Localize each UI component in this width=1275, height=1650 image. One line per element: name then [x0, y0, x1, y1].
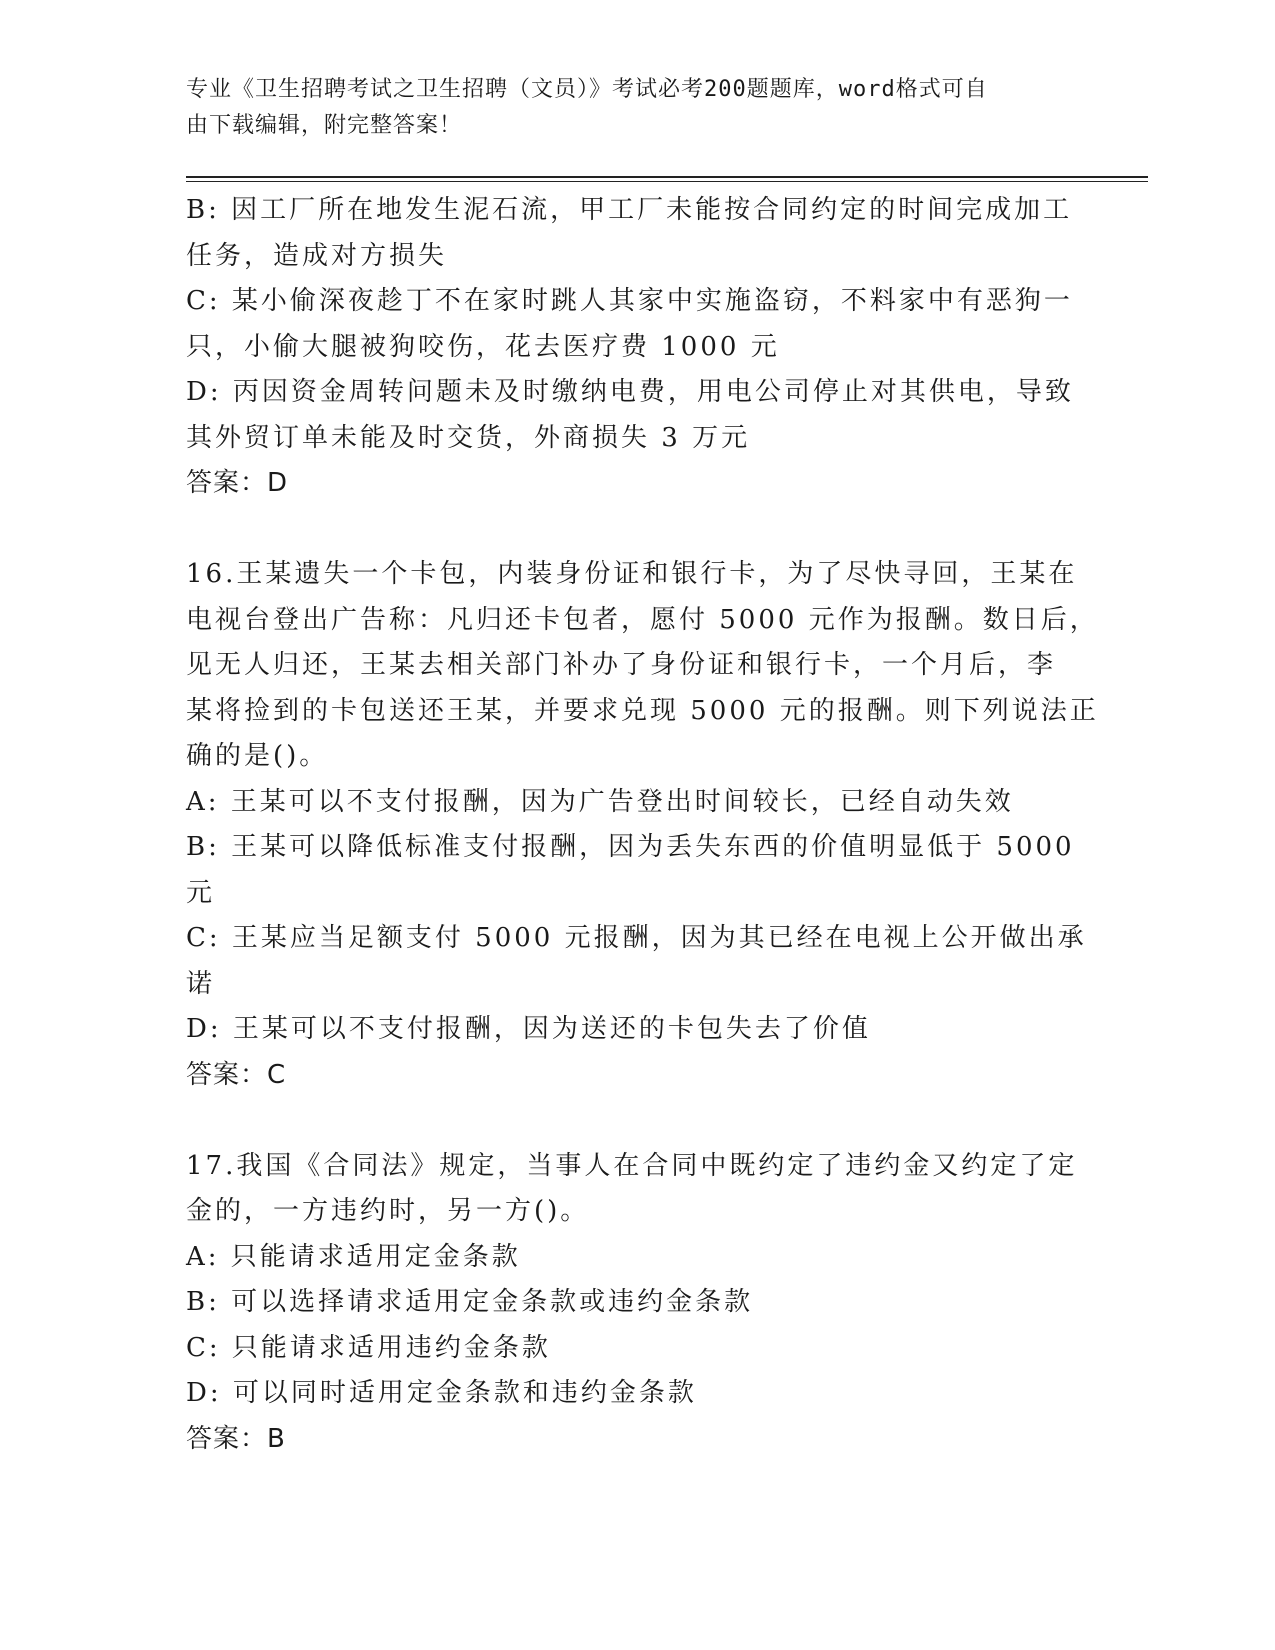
q16-option-c-line-1: C: 王某应当足额支付 5000 元报酬，因为其已经在电视上公开做出承	[186, 923, 1087, 953]
q16-option-d: D: 王某可以不支付报酬，因为送还的卡包失去了价值	[186, 1014, 871, 1044]
header-line-1: 专业《卫生招聘考试之卫生招聘（文员）》考试必考200题题库，word格式可自	[186, 77, 988, 102]
document-header	[186, 72, 1086, 144]
q17-option-b: B: 可以选择请求适用定金条款或违约金条款	[186, 1287, 754, 1317]
header-rule-thin	[186, 181, 1148, 182]
q16-stem-line-3: 见无人归还，王某去相关部门补办了身份证和银行卡，一个月后，李	[186, 650, 1057, 680]
question-17-block	[186, 1144, 1078, 1463]
q16-stem-line-4: 某将捡到的卡包送还王某，并要求兑现 5000 元的报酬。则下列说法正	[186, 695, 1099, 726]
document-body	[186, 188, 1099, 1462]
q16-stem-line-5: 确的是()。	[186, 741, 329, 771]
q16-stem-line-2: 电视台登出广告称：凡归还卡包者，愿付 5000 元作为报酬。数日后，	[186, 604, 1099, 635]
q15-option-d-line-1: D: 丙因资金周转问题未及时缴纳电费，用电公司停止对其供电，导致	[186, 377, 1074, 407]
q17-option-d: D: 可以同时适用定金条款和违约金条款	[186, 1378, 697, 1408]
spacer	[186, 507, 1066, 553]
q16-option-b-line-2: 元	[186, 877, 216, 908]
q15-option-b-line-1: B: 因工厂所在地发生泥石流，甲工厂未能按合同约定的时间完成加工	[186, 195, 1073, 225]
header-line-2: 由下载编辑，附完整答案！	[186, 113, 463, 138]
q17-answer: 答案：B	[186, 1423, 286, 1454]
q15-option-b-line-2: 任务，造成对方损失	[186, 240, 448, 271]
q16-option-b-line-1: B: 王某可以降低标准支付报酬，因为丢失东西的价值明显低于 5000	[186, 832, 1075, 862]
q16-option-a: A: 王某可以不支付报酬，因为广告登出时间较长，已经自动失效	[186, 786, 1014, 817]
spacer	[186, 1098, 1066, 1144]
question-16-block	[186, 552, 1099, 1098]
header-rule-thick	[186, 176, 1148, 178]
q15-answer: 答案：D	[186, 468, 289, 498]
q17-stem-line-2: 金的，一方违约时，另一方()。	[186, 1196, 590, 1226]
q15-option-c-line-2: 只，小偷大腿被狗咬伤，花去医疗费 1000 元	[186, 331, 780, 362]
q17-option-c: C: 只能请求适用违约金条款	[186, 1332, 551, 1363]
q17-option-a: A: 只能请求适用定金条款	[186, 1241, 521, 1272]
question-15-block	[186, 188, 1074, 507]
q17-stem-line-1: 17.我国《合同法》规定，当事人在合同中既约定了违约金又约定了定	[186, 1150, 1078, 1181]
q16-answer: 答案：C	[186, 1059, 287, 1090]
q16-option-c-line-2: 诺	[186, 968, 216, 999]
q15-option-c-line-1: C: 某小偷深夜趁丁不在家时跳人其家中实施盗窃，不料家中有恶狗一	[186, 286, 1073, 316]
q15-option-d-line-2: 其外贸订单未能及时交货，外商损失 3 万元	[186, 422, 751, 453]
q16-stem-line-1: 16.王某遗失一个卡包，内装身份证和银行卡，为了尽快寻回，王某在	[186, 559, 1078, 589]
